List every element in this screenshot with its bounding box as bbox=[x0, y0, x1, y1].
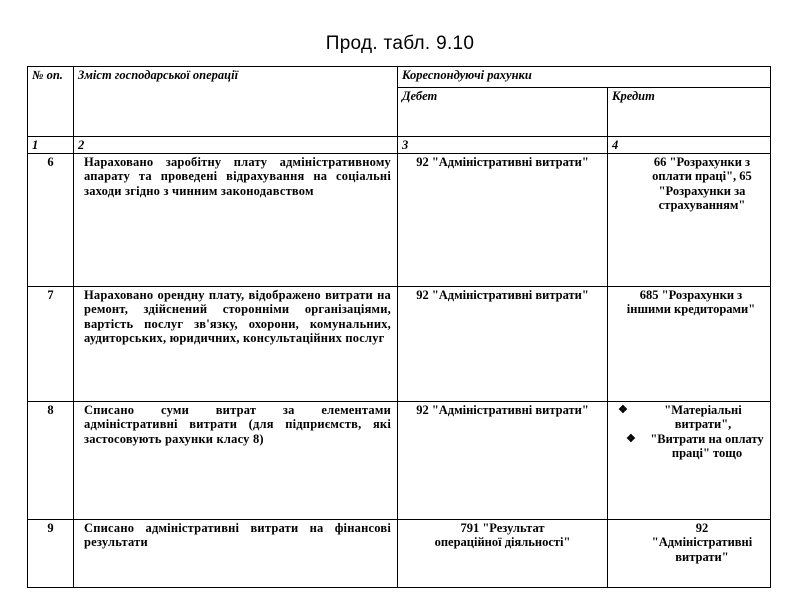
debit-account: 92 "Адміністративні витрати" bbox=[398, 287, 608, 402]
column-number: 3 bbox=[398, 137, 608, 154]
header-no: № оп. bbox=[28, 67, 74, 137]
header-content: Зміст господарської операції bbox=[74, 67, 398, 137]
row-number: 9 bbox=[28, 520, 74, 588]
credit-list-item bbox=[618, 403, 766, 431]
table-caption: Прод. табл. 9.10 bbox=[325, 33, 475, 54]
operation-content: Нараховано орендну плату, відображено витрати на ремонт, здійснений сторонніми організаціями, вартість послуг зв'язку, охорони, комунальних, аудиторських, юридичних, консультаційних послуг bbox=[74, 287, 398, 402]
credit-item-text: "Витрати на оплату праці" тощо bbox=[650, 431, 764, 460]
header-accounts: Кореспондуючі рахунки bbox=[398, 67, 771, 88]
table-row bbox=[28, 154, 771, 287]
row-number: 6 bbox=[28, 154, 74, 287]
operation-content: Списано адміністративні витрати на фінансові результати bbox=[74, 520, 398, 588]
diamond-bullet-icon: ❖ bbox=[626, 432, 636, 445]
header-credit: Кредит bbox=[608, 88, 771, 137]
debit-account: 92 "Адміністративні витрати" bbox=[398, 154, 608, 287]
debit-account: 791 "Результат операційної діяльності" bbox=[398, 520, 608, 588]
operations-table bbox=[27, 66, 771, 588]
credit-account-list bbox=[608, 402, 771, 520]
header-row-1 bbox=[28, 67, 771, 88]
credit-account: 66 "Розрахунки з оплати праці", 65 "Розрахунки за страхуванням" bbox=[608, 154, 771, 287]
column-number: 2 bbox=[74, 137, 398, 154]
operation-content: Списано суми витрат за елементами адміністративні витрати (для підприємств, які застосовують рахунки класу 8) bbox=[74, 402, 398, 520]
credit-account: 92 "Адміністративні витрати" bbox=[608, 520, 771, 588]
table-row bbox=[28, 520, 771, 588]
row-number: 7 bbox=[28, 287, 74, 402]
diamond-bullet-icon: ❖ bbox=[618, 404, 628, 417]
column-numbers-row bbox=[28, 137, 771, 154]
table-row bbox=[28, 287, 771, 402]
credit-item-text: "Матеріальні витрати", bbox=[664, 403, 742, 432]
table-row bbox=[28, 402, 771, 520]
header-debit: Дебет bbox=[398, 88, 608, 137]
operation-content: Нараховано заробітну плату адміністративному апарату та проведені відрахування на соціальні заходи згідно з чинним законодавством bbox=[74, 154, 398, 287]
row-number: 8 bbox=[28, 402, 74, 520]
debit-account: 92 "Адміністративні витрати" bbox=[398, 402, 608, 520]
credit-account: 685 "Розрахунки з іншими кредиторами" bbox=[608, 287, 771, 402]
credit-list-item bbox=[618, 432, 766, 460]
column-number: 1 bbox=[28, 137, 74, 154]
column-number: 4 bbox=[608, 137, 771, 154]
